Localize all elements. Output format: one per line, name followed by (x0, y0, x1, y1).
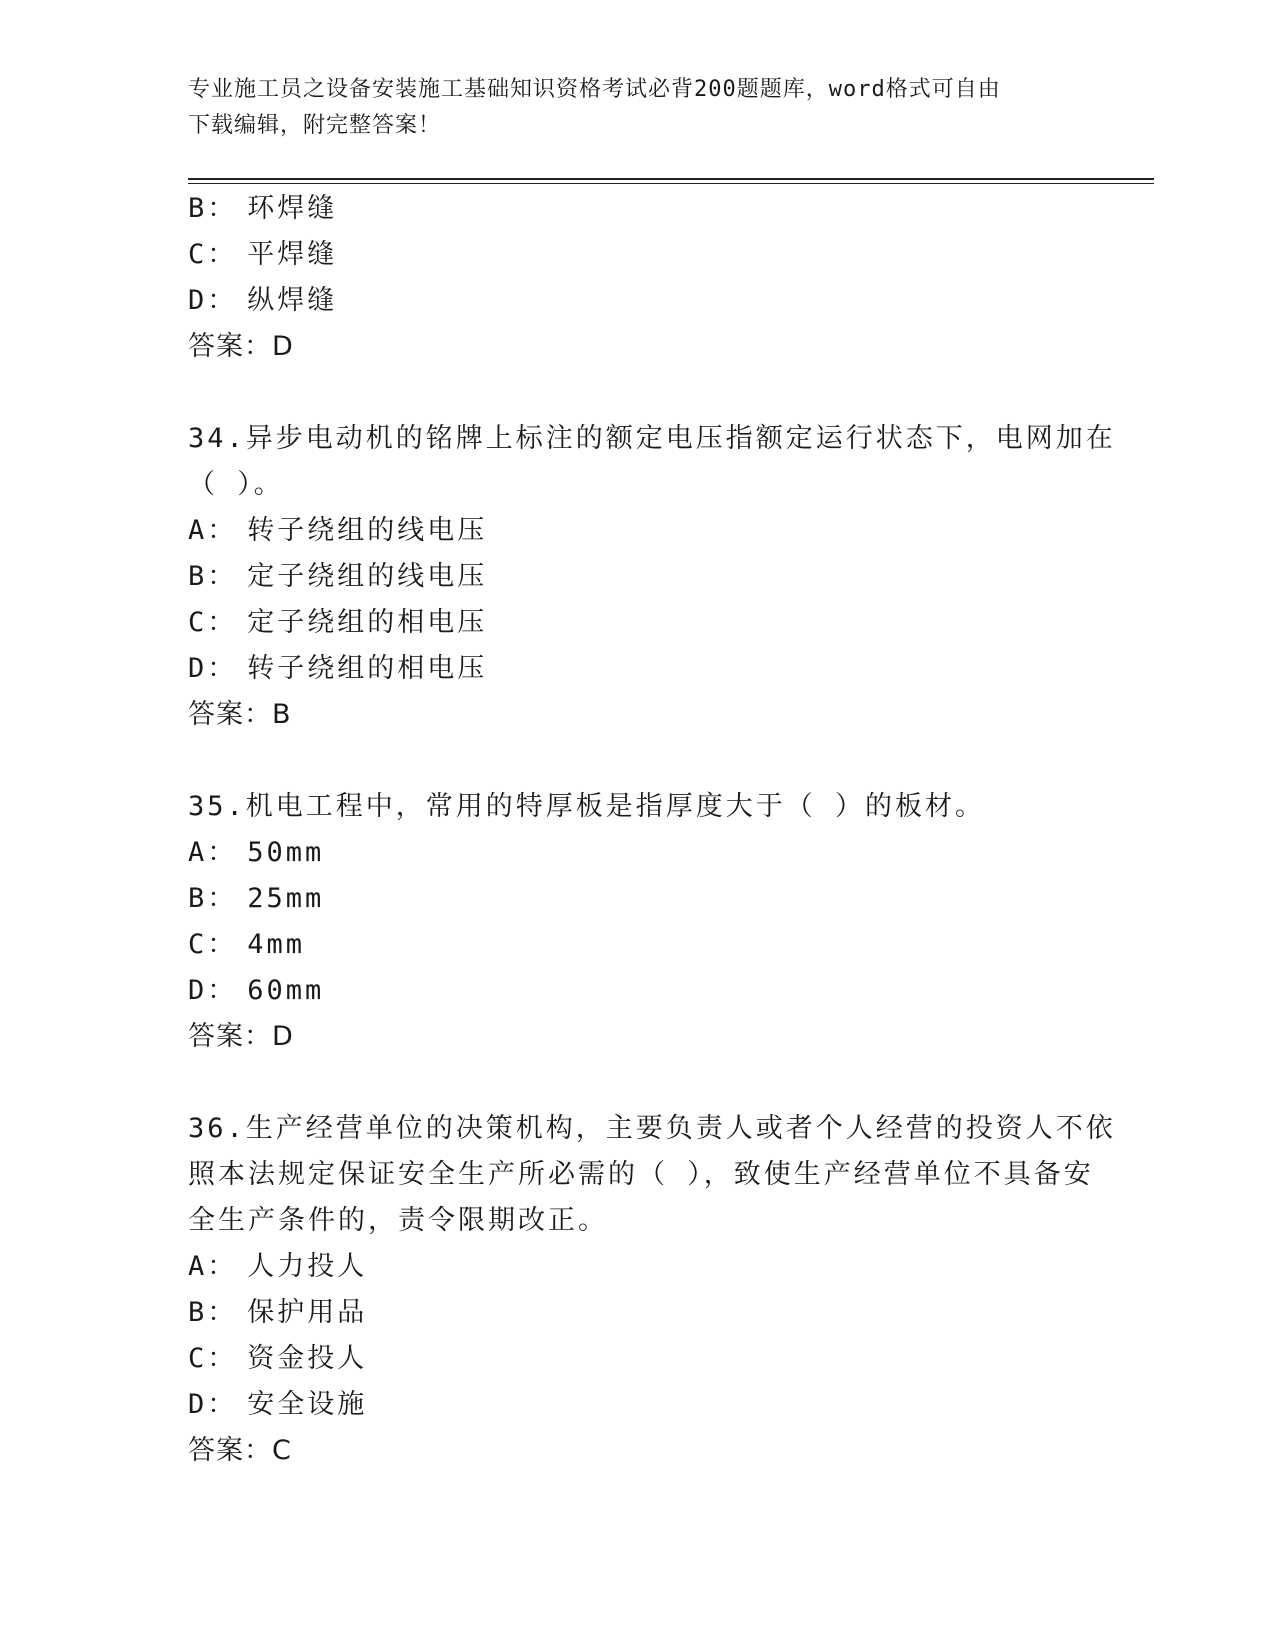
option-letter: C (188, 607, 208, 638)
option-text: 保护用品 (247, 1297, 368, 1328)
option-line (188, 232, 1088, 278)
option-text: 定子绕组的相电压 (247, 607, 488, 638)
option-letter: C (188, 239, 208, 270)
option-separator: ： (207, 653, 238, 684)
option-line (188, 1336, 1088, 1382)
option-line (188, 600, 1088, 646)
question-list (188, 186, 1116, 1474)
option-text: 转子绕组的相电压 (247, 653, 488, 684)
option-separator: ： (207, 1297, 238, 1328)
option-text: 定子绕组的线电压 (247, 561, 488, 592)
option-letter: D (188, 285, 208, 316)
answer-value: D (272, 1021, 294, 1052)
answer-line (188, 324, 1088, 370)
option-line (188, 830, 1088, 876)
question-block-partial (188, 186, 1088, 370)
page-header (188, 72, 1068, 144)
question-stem-line: 35.机电工程中，常用的特厚板是指厚度大于（ ）的板材。 (188, 791, 986, 822)
question-stem-line: （ ）。 (188, 469, 284, 500)
question-block-34 (188, 416, 1116, 738)
option-separator: ： (207, 1343, 238, 1374)
option-separator: ： (207, 1389, 238, 1420)
option-separator: ： (207, 193, 238, 224)
option-text: 4mm (247, 929, 306, 960)
answer-value: C (272, 1435, 292, 1466)
option-separator: ： (207, 607, 238, 638)
option-text: 环焊缝 (247, 193, 338, 224)
option-separator: ： (207, 285, 238, 316)
option-line (188, 1382, 1088, 1428)
header-title-line-1: 专业施工员之设备安装施工基础知识资格考试必背200题题库，word格式可自由 (188, 77, 1001, 102)
option-text: 安全设施 (247, 1389, 368, 1420)
option-text: 纵焊缝 (247, 285, 338, 316)
option-text: 平焊缝 (247, 239, 338, 270)
option-letter: A (188, 1251, 208, 1282)
question-block-36 (188, 1106, 1116, 1474)
question-stem-line: 全生产条件的，责令限期改正。 (188, 1205, 608, 1236)
option-text: 转子绕组的线电压 (247, 515, 488, 546)
option-text: 60mm (247, 975, 325, 1006)
option-separator: ： (207, 1251, 238, 1282)
option-line (188, 922, 1088, 968)
option-line (188, 508, 1088, 554)
option-line (188, 1244, 1088, 1290)
answer-line (188, 1428, 1088, 1474)
question-spacer (188, 1060, 1088, 1106)
question-spacer (188, 738, 1088, 784)
option-line (188, 876, 1088, 922)
option-line (188, 554, 1088, 600)
option-line (188, 1290, 1088, 1336)
question-block-35 (188, 784, 1088, 1060)
option-letter: C (188, 1343, 208, 1374)
answer-label: 答案： (188, 1435, 272, 1466)
option-line (188, 278, 1088, 324)
option-letter: B (188, 193, 208, 224)
option-text: 人力投人 (247, 1251, 368, 1282)
question-spacer (188, 370, 1088, 416)
question-stem-line: 36.生产经营单位的决策机构，主要负责人或者个人经营的投资人不依 (188, 1113, 1116, 1144)
option-letter: A (188, 515, 208, 546)
option-letter: B (188, 883, 208, 914)
option-letter: D (188, 1389, 208, 1420)
question-stem-line: 34.异步电动机的铭牌上标注的额定电压指额定运行状态下，电网加在 (188, 423, 1116, 454)
option-separator: ： (207, 837, 238, 868)
answer-label: 答案： (188, 1021, 272, 1052)
option-separator: ： (207, 975, 238, 1006)
option-separator: ： (207, 239, 238, 270)
option-separator: ： (207, 883, 238, 914)
option-separator: ： (207, 515, 238, 546)
option-letter: D (188, 975, 208, 1006)
option-line (188, 646, 1088, 692)
answer-line (188, 1014, 1088, 1060)
option-letter: B (188, 1297, 208, 1328)
header-divider-thick (188, 178, 1154, 180)
option-letter: C (188, 929, 208, 960)
option-separator: ： (207, 561, 238, 592)
option-line (188, 968, 1088, 1014)
option-separator: ： (207, 929, 238, 960)
answer-line (188, 692, 1088, 738)
answer-label: 答案： (188, 699, 272, 730)
option-text: 50mm (247, 837, 325, 868)
option-letter: B (188, 561, 208, 592)
answer-value: B (272, 699, 292, 730)
question-stem-line: 照本法规定保证安全生产所必需的（ ），致使生产经营单位不具备安 (188, 1159, 1094, 1190)
option-letter: A (188, 837, 208, 868)
option-text: 资金投人 (247, 1343, 368, 1374)
option-line (188, 186, 1088, 232)
header-divider-thin (188, 183, 1154, 184)
answer-label: 答案： (188, 331, 272, 362)
answer-value: D (272, 331, 294, 362)
option-letter: D (188, 653, 208, 684)
option-text: 25mm (247, 883, 325, 914)
header-title-line-2: 下载编辑，附完整答案！ (188, 113, 442, 138)
